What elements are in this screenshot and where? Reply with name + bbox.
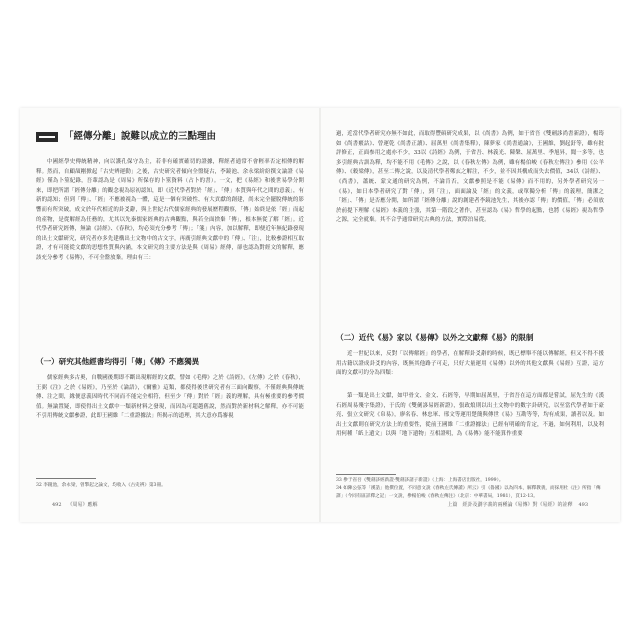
right-page-number: 493 [578,502,588,508]
right-paragraph-2: 近一世紀以來，反對「以傳解經」的學者，在解釋卦爻辭的時候，既已標舉不能以傳解經，但又不得不援用古籍以證成卦爻的內容，既無其他路子可走，只好大量運用《易傳》以外的其他文獻與《易經》互證，這方面的文獻可約分為四類： [336,351,604,377]
left-page [36,108,304,522]
subsection-1-title: （一）研究其他經書均得引「傳」《傳》不應獨異 [36,357,200,366]
left-page-number: 492 [52,502,62,508]
book-spread [20,108,620,522]
footnote-34: 34 如陳公弦等「漢誥」他撰位置，不同意文說《春秋左氏傳讀》所云》引《魯國》以為四本，解釋教義，而採用杜《注》所指「傳譯」（今同有區詳釋之記」一文說，參楊伯峻《春秋左傳注》（北京：中華書局，1981），頁12-13。 [336,486,601,499]
footnote-rule [36,478,96,479]
right-folio [441,501,588,508]
section-number-icon [36,132,58,142]
right-paragraph-1: 過，近當代學者研究亦無不如此，而取得豐碩研究成果，以《尚書》為例，如于省吾《雙劍誃尚書新證》，楊筠如《尚書覈詁》、曾運乾《尚書正讀》、屈萬里《尚書集釋》，陳夢家《尚書通論》，王國維，劉起釪等，雖有批評修正，正面参用之處亦不少，33以《詩經》為例，于省吾、林義光、陳槃、屈萬里、季旭昇，聞一多等，也多引經典古訓為釋，均不能不用《毛傳》之說，以《春秋左傳》為例，雖有楊伯峻《春秋左傳注》參用《公羊傳》、《穀梁傳》，甚至二傳之說，以及清代學者鄭玄之解注，不少，並不因其構成而失去價值，34以《詩經》、《尚書》，蕭統、蒙文通的研究為例，不論肯否，文獻參照是不能《易傳》而不用的，另外學者研究另一《易》，如日本學者研究了對「傳」，到「注」，面面論及「經」的文義，或單獨分析「傳」的義理，簡潔之「經」、「傳」是否應分開，如所謂「經傳分離」說的創建者李鏡池先生，其後亦認「傳」的價值，「傳」必須放於前提下理解《易經》本義的主張，其第一階段之著作，甚至認為《易》哲學的起點，也將《易經》視為哲學之源，完全就棄。其不合乎通常研究古典的方法，實際泊易從。 [336,131,604,224]
right-running-head: 上篇 經卦及劃字義的兩種論《易傳》對《易經》的詮釋 [447,502,573,508]
section-title: 「經傳分離」說難以成立的三點理由 [64,131,217,142]
section-heading [36,130,304,144]
subsection-2-title: （二）近代《易》家以《易傳》以外之文獻釋《易》的限制 [336,333,534,342]
left-paragraph-1: 中國經學史傳統精神，向以護孔保守為主，若非有確實確切的證據，釋經者通常不會輕率否定相傳的解釋。然而，自顧頡剛掀起「古史辨運動」之後，古史研究者傾向全盤疑古，李鏡池、余永梁紛紛撰文論證《易經》僅為卜筮紀錄，吾輩認為是《周易》所保存的卜筮資料（占卜的書）。一文，把《易經》和後世易學分開來，即把所謂「經傳分離」的觀念視為原初認知，即《近代學者對於「經」、「傳」本質與年代之間的意義」，有新的認知；但到「傳」、「經」不應被視為一體，這是一個有突破性、有大貢獻的創建，尚未完全擺脫傳統的影響而有所突破，成文於年代相近的卦爻辭，與上世紀古代儒家經典的發展歷程觀察，「傳」始終是依「經」而起的產物，是從解經為任務的，尤其以先秦儒家經典的古典觀點，與若全面捨棄「傳」，根本無從了解「經」。近代學者研究經傳，無論《詩經》、《春秋》，均必須充分參考「傳」；「箋」內容，加以解釋，即便近年無紀錄發現的出土文獻研究，研究者亦多先建構出土文物中的古文字，再廣引經典文獻中的「傳」、「注」，比較參證相互取證，才有可能從文獻的思想性質與內涵，本文研究的主要方法是與《周易》經傳，卻也認為對經文的解釋，應該充分參考《易傳》，不可全盤放棄。理由有三： [36,159,304,261]
left-running-head: 《周易》應解 [67,502,98,508]
footnote-33: 33 參于省吾《雙劍誃經新證·雙劍誃諸子新證》（上海：上海書店出版社，1999）。 [336,478,504,483]
footnote-32: 32 李鏡池，余永梁，曾擎起之論文，均收入《古史辨》第3冊。 [36,483,166,488]
footnote-rule-right [336,474,396,475]
left-paragraph-2: 儒家經典多古奧，自戰國後期即不斷出現解經的文獻，譬如《毛傳》之於《詩經》，《左傳》之於《春秋》，王弼《注》之於《易經》，乃至於《論語》，《爾雅》這類，都使得後世研究者有三面向觀察，不僅經典與傳統傳、注之間，緣便意義因時代不同而不能完全相符，但至少「傳」對於「經」義的理解，具有極重要的參考價值。無論置疑，即使得出土文獻中一類新材料之發現，而因為可超越舊說，然而對於新材料之解釋，亦不可能不引用傳統文獻參證，此即王國維「二重證據法」所揭示的道理，其大意亦爲審視 [36,375,304,420]
left-folio [52,501,104,508]
right-paragraph-3: 第一類是出土文獻，如甲骨文、金文、石經等，早期如屈萬里，于省吾在這方面都是嘗試，屈先生的《漢石經周易殘字集證》，于氏的《雙劍誃易經新證》，張政烺則以出土文物中的數字卦研究，以至當代學者如于豪亮、張立文研究《帛易》，廖名春、林忠軍、邢文等運用楚簡與傳世《易》互勘等等，均有成果，讀者以及。如出土文獻則在研究方法上的重要性，從前王國維「二重證據法」已經有明確的肯定，不過，如何利用，以及利用何種「紙上遺文」以與「地下遺物」互相證明，為《易傳》能不能算作重要 [336,393,604,438]
book-gutter [319,108,321,522]
right-page [336,108,604,522]
